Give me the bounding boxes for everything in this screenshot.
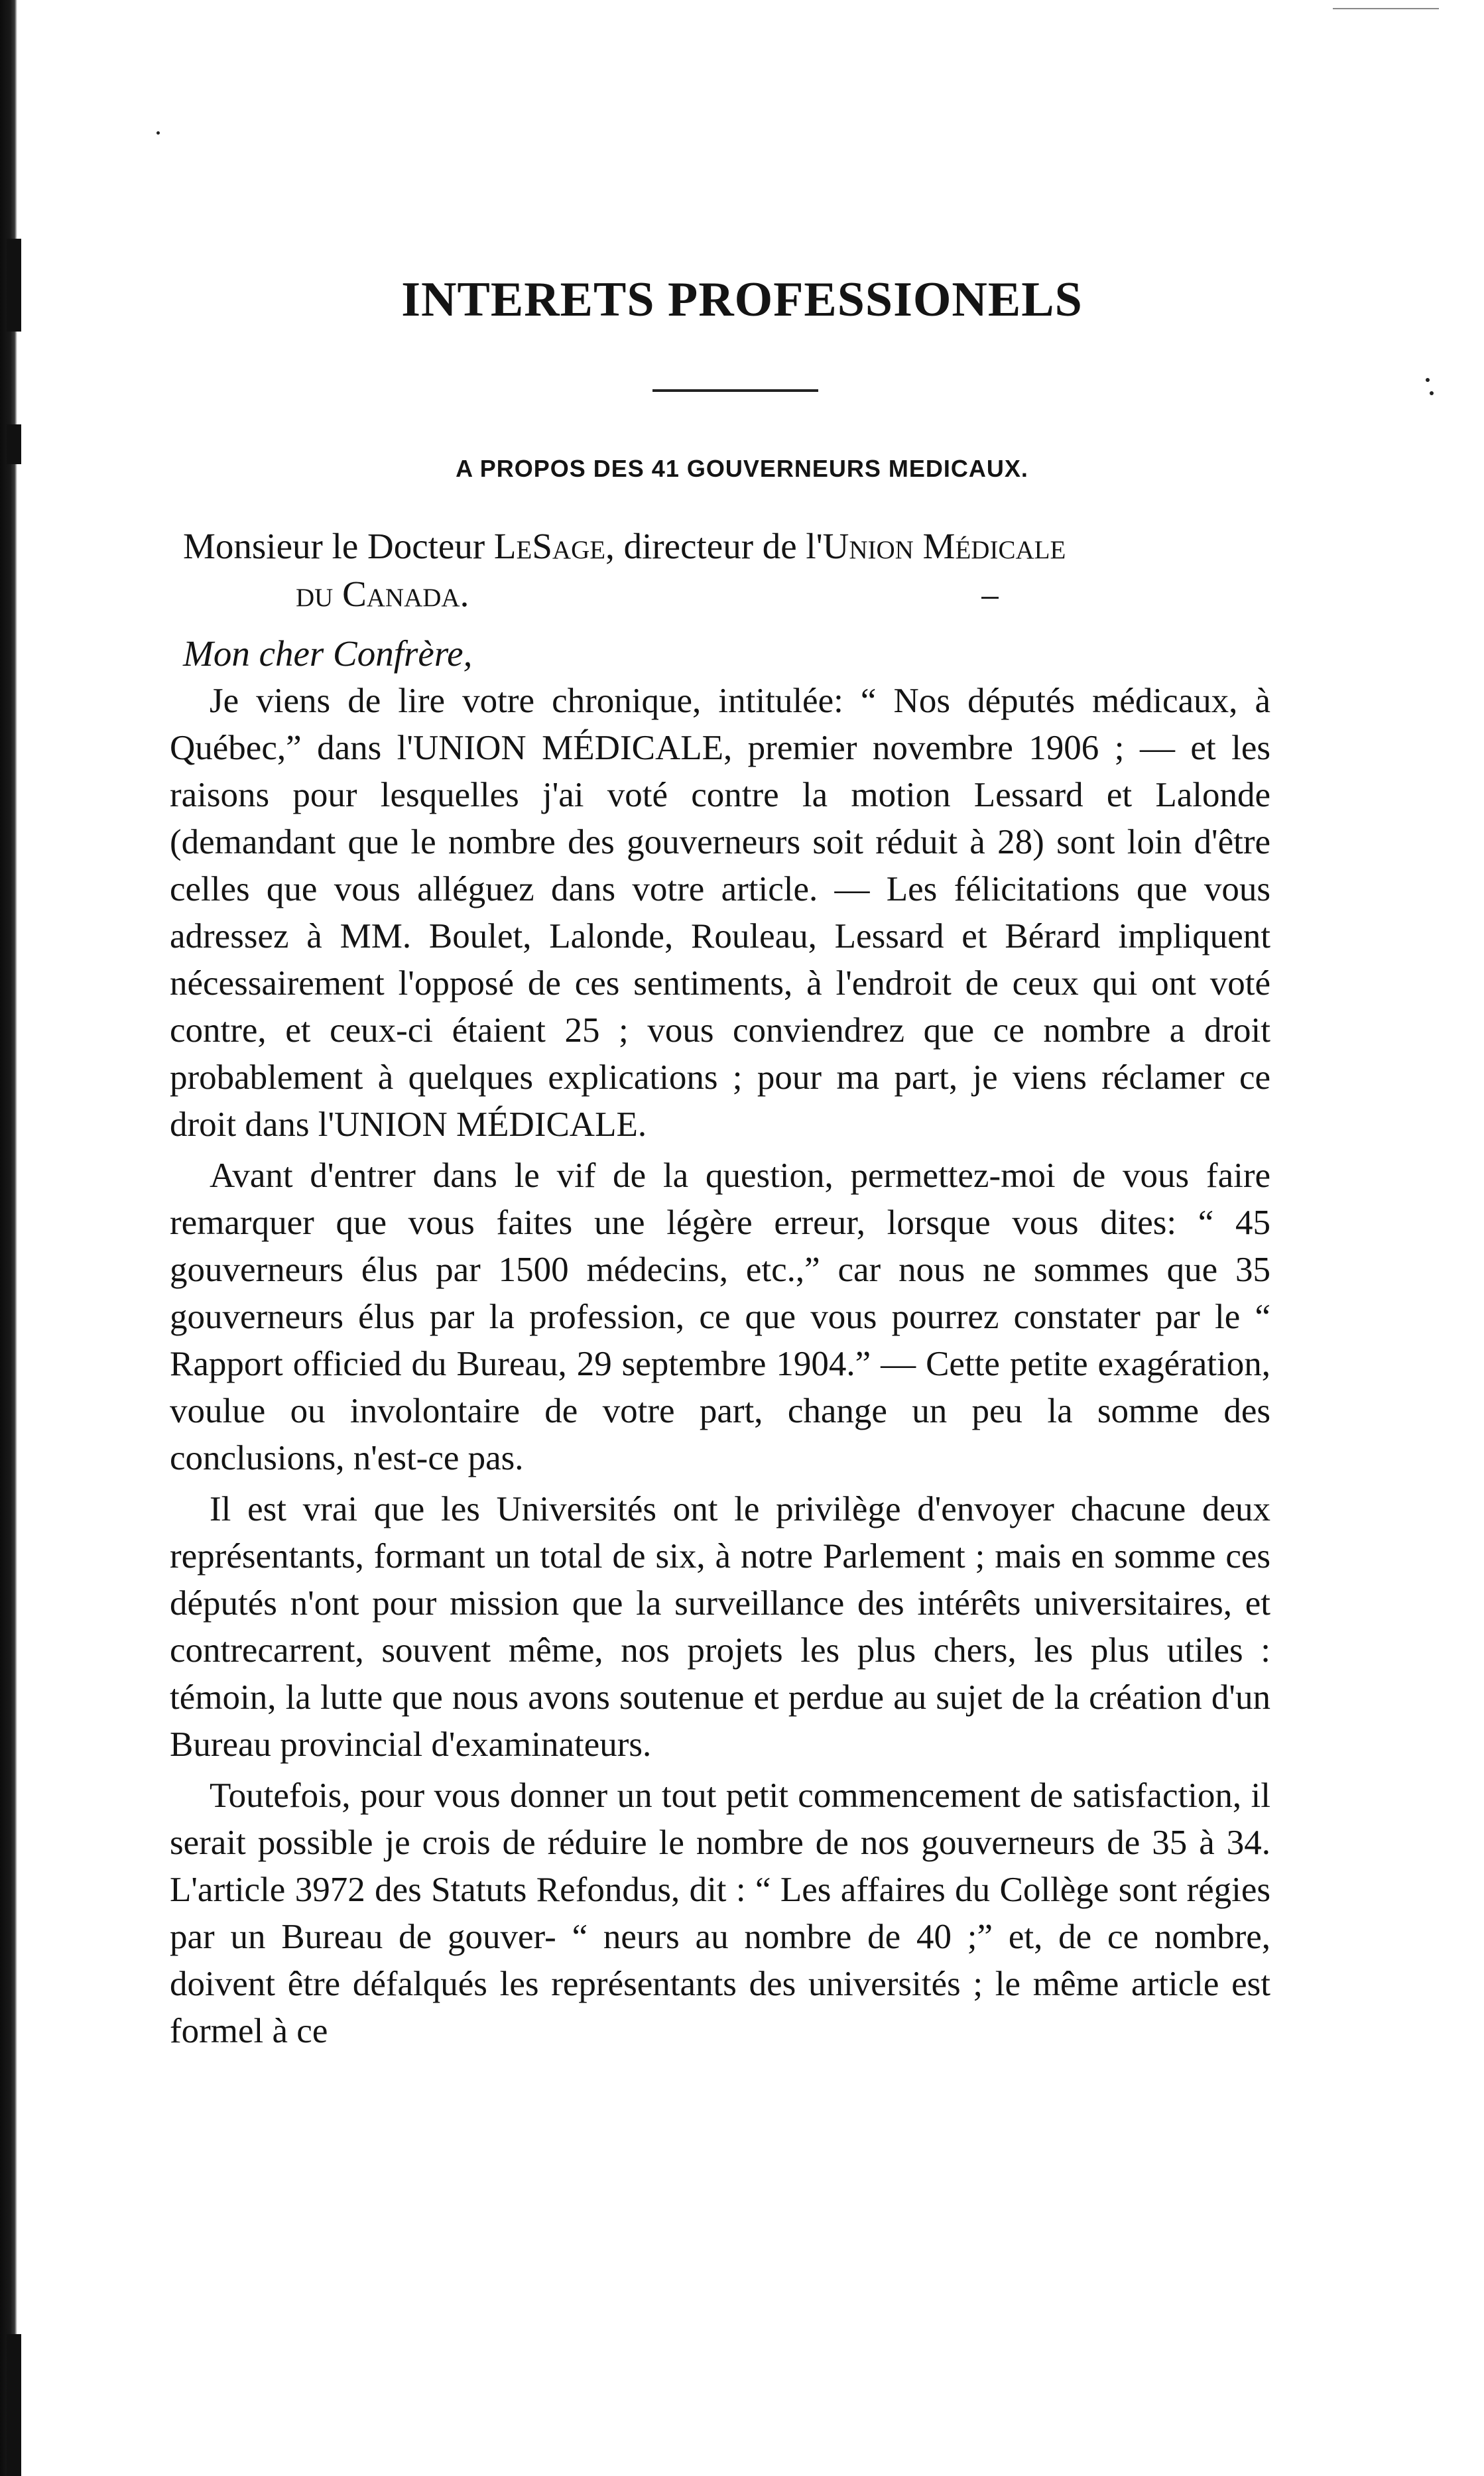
letter-body (170, 678, 1270, 2055)
page-title: INTERETS PROFESSIONELS (401, 273, 1083, 327)
scan-edge-notch (7, 2334, 21, 2476)
title-rule (652, 389, 818, 392)
address-line1-mid: , directeur de l' (605, 526, 823, 566)
address-name: LeSage (493, 526, 606, 566)
scan-speck (1333, 8, 1439, 9)
scan-speck (1430, 391, 1434, 395)
body-paragraph: Toutefois, pour vous donner un tout petit commencement de satisfaction, il serait possible je crois de réduire le nombre de nos gouverneurs de 35 à 34. L'article 3972 des Statuts Refondus, dit : “ Les affaires du Collège sont régies par un Bureau de gouver- “ neurs au nombre de 40 ;” et, de ce nombre, doivent être défalqués les représentants des universités ; le même article est formel à ce (170, 1776, 1270, 2050)
address-journal: Union Médicale (822, 526, 1066, 566)
letter-salutation: Mon cher Confrère, (183, 633, 473, 674)
scan-speck (156, 131, 160, 135)
letter-address (183, 523, 1310, 618)
address-line1-prefix: Monsieur le Docteur (183, 526, 494, 566)
article-subheading: A PROPOS DES 41 GOUVERNEURS MEDICAUX. (456, 455, 1028, 482)
body-paragraph: Avant d'entrer dans le vif de la question, permettez-moi de vous faire remarquer que vous faites une légère erreur, lorsque vous dites: “ 45 gouverneurs élus par 1500 médecins, etc.,” car nous ne sommes que 35 gouverneurs élus par la profession, ce que vous pourrez constater par le “ Rapport officied du Bureau, 29 septembre 1904.” — Cette petite exagération, voulue ou involontaire de votre part, change un peu la somme des conclusions, n'est-ce pas. (170, 1156, 1270, 1477)
scan-speck (1426, 378, 1430, 382)
address-line2: du Canada. (296, 574, 469, 614)
body-paragraph: Je viens de lire votre chronique, intitulée: “ Nos députés médicaux, à Québec,” dans l'UNION MÉDICALE, premier novembre 1906 ; — et les raisons pour lesquelles j'ai voté contre la motion Lessard et Lalonde (demandant que le nombre des gouverneurs soit réduit à 28) sont loin d'être celles que vous alléguez dans votre article. — Les félicitations que vous adressez à MM. Boulet, Lalonde, Rouleau, Lessard et Bérard impliquent nécessairement l'opposé de ces sentiments, à l'endroit de ceux qui ont voté contre, et ceux-ci étaient 25 ; vous conviendrez que ce nombre a droit probablement à quelques explications ; pour ma part, je viens réclamer ce droit dans l'UNION MÉDICALE. (170, 682, 1270, 1144)
scan-edge (0, 0, 17, 2476)
body-paragraph: Il est vrai que les Universités ont le privilège d'envoyer chacune deux représentants, formant un total de six, à notre Parlement ; mais en somme ces députés n'ont pour mission que la surveillance des intérêts universitaires, et contrecarrent, souvent même, nos projets les plus chers, les plus utiles : témoin, la lutte que nous avons soutenue et perdue au sujet de la création d'un Bureau provincial d'examinateurs. (170, 1490, 1270, 1764)
